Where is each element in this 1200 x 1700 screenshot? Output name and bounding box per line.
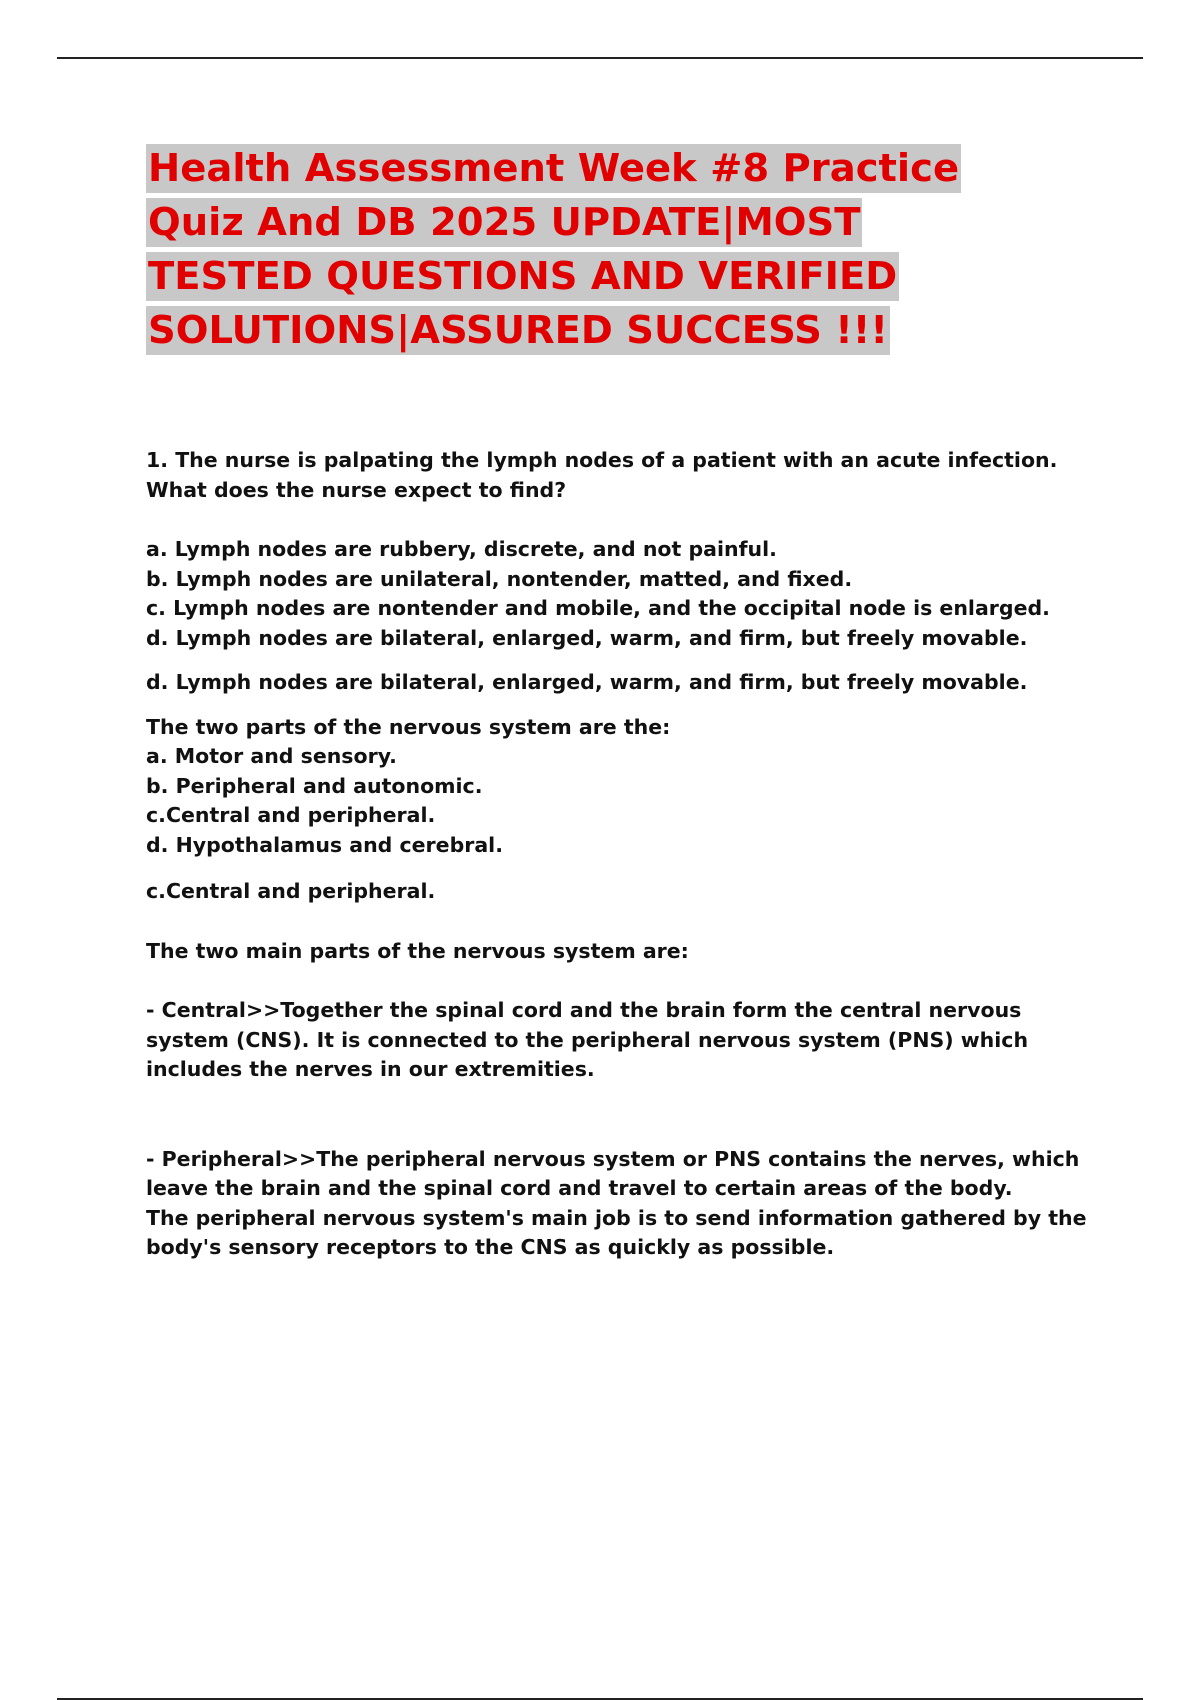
explanation-peripheral-paragraph-1: - Peripheral>>The peripheral nervous system or PNS contains the nerves, which leave the brain and the spinal cord and travel to certain areas of the body. — [146, 1146, 1087, 1200]
question-1-options — [146, 535, 1106, 653]
explanation-peripheral-paragraph-2: The peripheral nervous system's main job is to send information gathered by the body's sensory receptors to the CNS as quickly as possible. — [146, 1205, 1094, 1259]
explanation-peripheral — [146, 1145, 1106, 1263]
top-rule — [57, 57, 1143, 59]
document-title-text: Health Assessment Week #8 Practice Quiz And DB 2025 UPDATE|MOST TESTED QUESTIONS AND VERIFIED SOLUTIONS|ASSURED SUCCESS !!! — [148, 146, 960, 353]
question-2-option-c: c.Central and peripheral. — [146, 803, 436, 827]
question-2-option-b: b. Peripheral and autonomic. — [146, 773, 483, 798]
document-title — [146, 142, 1006, 358]
question-1-option-d: d. Lymph nodes are bilateral, enlarged, warm, and firm, but freely movable. — [146, 625, 1028, 650]
document-body — [146, 142, 1106, 1263]
question-1-option-b: b. Lymph nodes are unilateral, nontender, matted, and fixed. — [146, 566, 853, 591]
question-2-option-d: d. Hypothalamus and cerebral. — [146, 832, 503, 857]
question-1-prompt: 1. The nurse is palpating the lymph nodes of a patient with an acute infection. What does the nurse expect to find? — [146, 448, 1058, 502]
question-2-prompt: The two parts of the nervous system are the: — [146, 714, 671, 739]
question-2 — [146, 713, 1106, 861]
question-2-answer: c.Central and peripheral. — [146, 879, 436, 903]
question-1-answer: d. Lymph nodes are bilateral, enlarged, warm, and firm, but freely movable. — [146, 670, 1028, 694]
explanation-intro: The two main parts of the nervous system are: — [146, 938, 689, 963]
question-1-option-c: c. Lymph nodes are nontender and mobile, and the occipital node is enlarged. — [146, 596, 1050, 620]
question-1-option-a: a. Lymph nodes are rubbery, discrete, and not painful. — [146, 537, 777, 561]
explanation-central: - Central>>Together the spinal cord and the brain form the central nervous system (CNS). It is connected to the peripheral nervous system (PNS) which includes the nerves in our extremities. — [146, 998, 1029, 1081]
question-2-option-a: a. Motor and sensory. — [146, 744, 397, 768]
